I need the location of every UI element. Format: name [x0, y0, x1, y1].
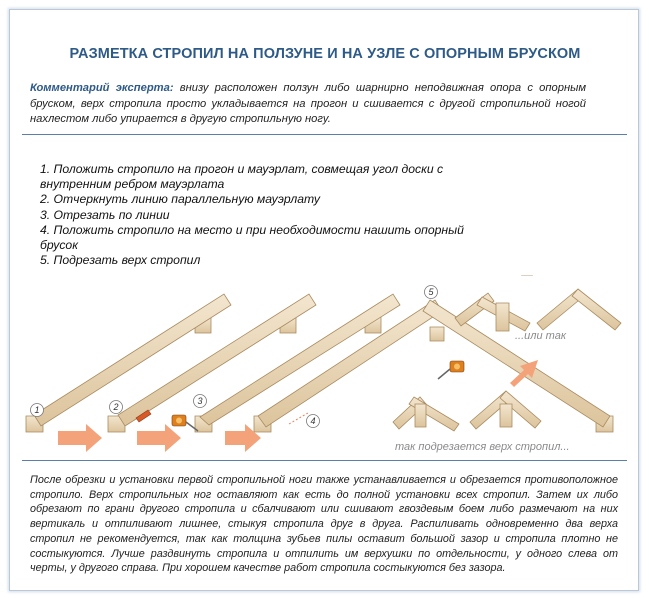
expert-comment — [30, 81, 586, 128]
expert-comment-label: Комментарий эксперта: — [30, 82, 174, 94]
page-title: РАЗМЕТКА СТРОПИЛ НА ПОЛЗУНЕ И НА УЗЛЕ С ОПОРНЫМ БРУСКОМ — [69, 46, 581, 62]
step-line: 3. Отрезать по линии — [40, 207, 170, 222]
step-number: 1 — [34, 405, 40, 415]
joint-a-post — [415, 404, 426, 427]
step-line: 2. Отчеркнуть линию параллельную мауэрлату — [40, 192, 320, 207]
alt-ridge-right — [572, 289, 621, 330]
explanation-text: После обрезки и установки первой стропильной ноги также устанавливается и обрезается противоположное стропило. Верх стропильных ног оставляют как есть до полной установки всех стропил. Затем их либо обрезают по грани другого стропила и сбалчивают или сшивают гвоздевым боем либо размечают на них вертикаль и отпиливают лишнее, стыкуя стропила друг в друга. Распиливать одновременно два верха стропил не рекомендуется, так как толщина зубьев пилы оставит большой зазор и стропила плотно не состыкуются. Лучше раздвинуть стропила и отпилить им верхушки по отдельности, у одного слева от черты, у другого справа. При хорошем качестве работ стропила состыкуются без зазора. — [30, 474, 618, 575]
step-number: 3 — [197, 396, 203, 406]
expert-comment-text: внизу расположен ползун либо шарнирно неподвижная опора с опорным бруском, верх стропила просто укладывается на прогон и сшивается с другой стропильной ногой нахлестом либо упирается в другую стропильную ногу. — [30, 82, 587, 125]
step-number: 5 — [428, 287, 434, 297]
steps-list — [40, 162, 500, 268]
rafter-marking-diagram — [10, 275, 638, 460]
caption-alternative: ...или так — [515, 330, 567, 342]
truss-purlin-left — [430, 327, 444, 341]
arrow-icon — [58, 424, 102, 452]
arrow-icon — [137, 424, 181, 452]
step-number: 2 — [113, 402, 119, 412]
alt-joint-post — [496, 303, 509, 331]
saw-icon — [438, 361, 464, 379]
saw-icon — [172, 415, 198, 431]
step-number: 4 — [310, 416, 316, 426]
step-line: 4. Положить стропило на место и при необходимости нашить опорный брусок — [40, 222, 464, 253]
divider-top — [22, 134, 627, 135]
divider-bottom — [22, 460, 627, 461]
step-line: 5. Подрезать верх стропил — [40, 253, 201, 268]
cut-line — [289, 413, 308, 424]
step-line: 1. Положить стропило на прогон и мауэрлат, совмещая угол доски с — [40, 162, 444, 176]
caption-top-cut: так подрезается верх стропил... — [395, 441, 570, 453]
infographic-frame — [9, 9, 639, 591]
joint-b-post — [500, 404, 512, 427]
step-line: внутренним ребром мауэрлата — [40, 177, 225, 192]
